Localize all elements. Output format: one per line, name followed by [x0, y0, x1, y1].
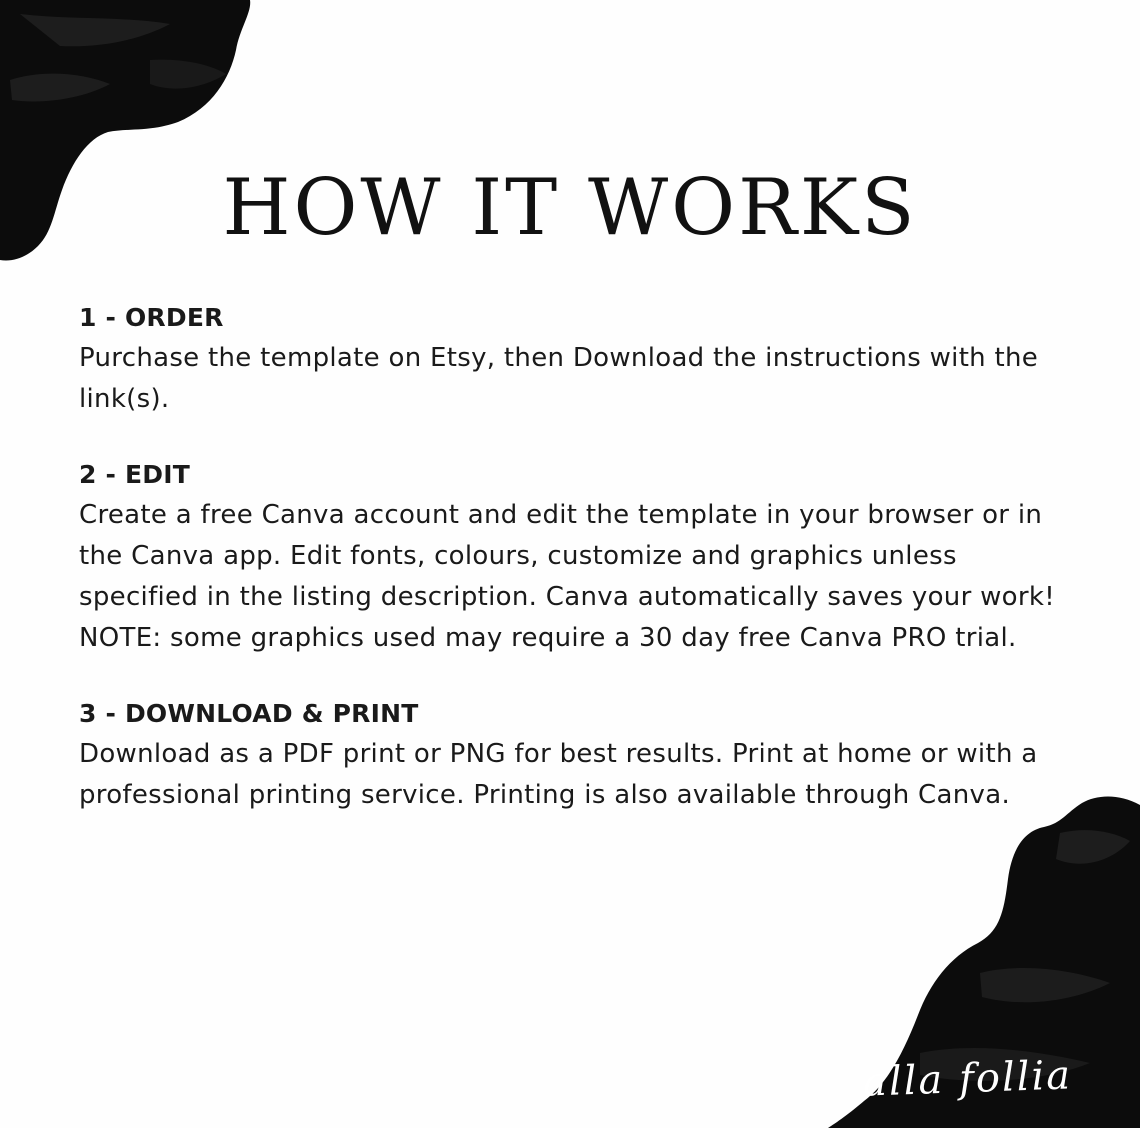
- step-heading: 1 - ORDER: [79, 303, 224, 332]
- step-body: Purchase the template on Etsy, then Download the instructions with the link(s).: [79, 343, 1039, 414]
- steps-list: [79, 298, 1079, 851]
- step-heading: 3 - DOWNLOAD & PRINT: [79, 699, 419, 728]
- step-body: Download as a PDF print or PNG for best results. Print at home or with a professional printing service. Printing is also available through Canva.: [79, 739, 1038, 810]
- page-title: HOW IT WORKS: [222, 163, 918, 253]
- step-heading: 2 - EDIT: [79, 460, 190, 489]
- step-body: Create a free Canva account and edit the template in your browser or in the Canva app. Edit fonts, colours, customize and graphics unless specified in the listing description. Canva automatically saves your work! NOTE: some graphics used may require a 30 day free Canva PRO trial.: [79, 500, 1055, 653]
- step-edit: [79, 455, 1079, 659]
- brand-signature: alla follia: [862, 1052, 1073, 1106]
- step-order: [79, 298, 1079, 420]
